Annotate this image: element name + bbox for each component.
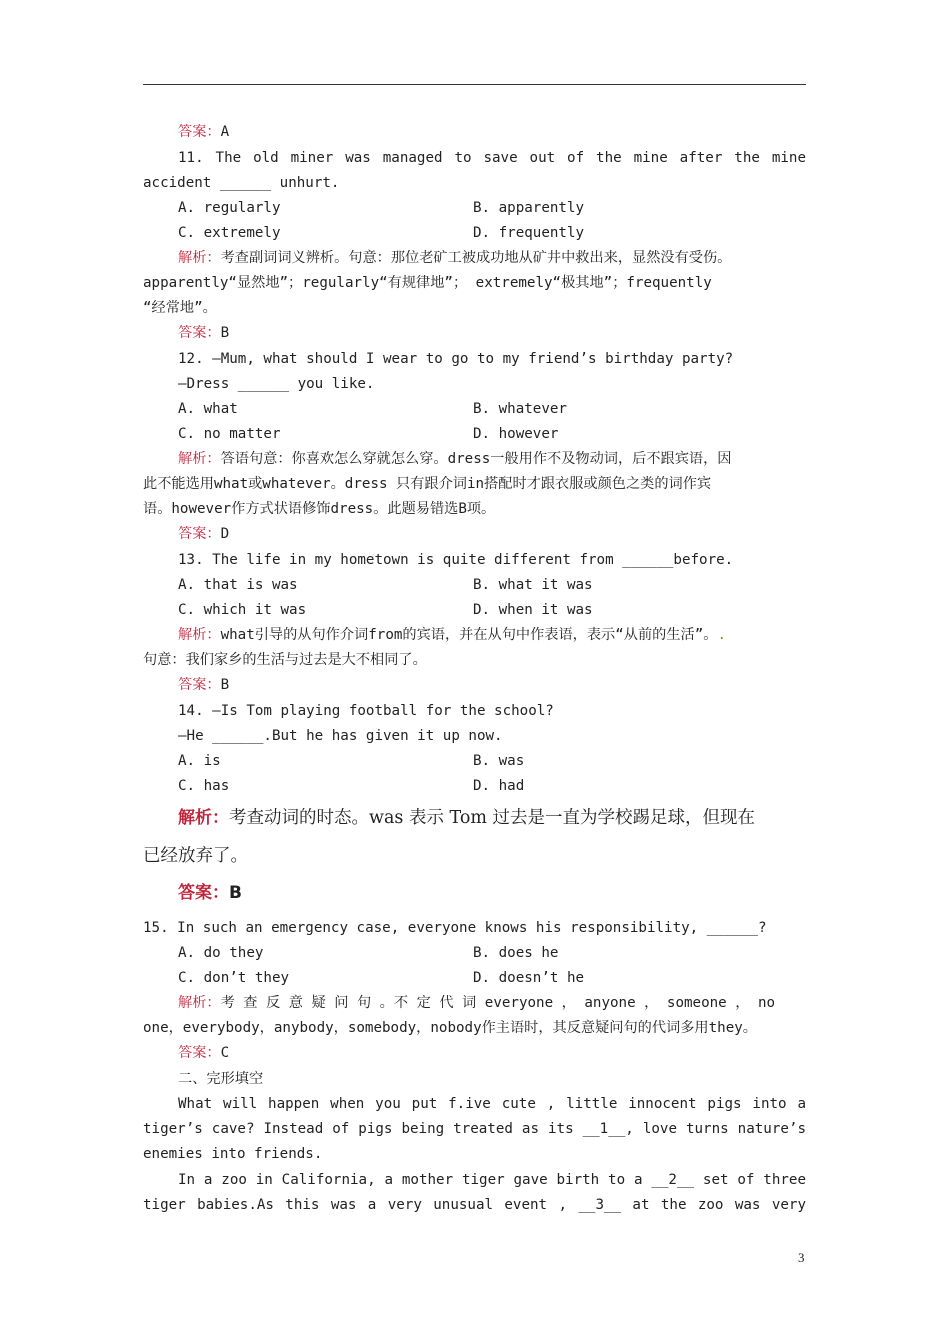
analysis-line: 解析：考查副词词义辨析。句意：那位老矿工被成功地从矿井中救出来，显然没有受伤。 [178, 250, 732, 266]
analysis-line: 解析：考查动词的时态。was 表示 Tom 过去是一直为学校踢足球，但现在 [178, 808, 756, 828]
section-heading: 二、完形填空 [178, 1071, 264, 1087]
analysis-line: apparently“显然地”；regularly“有规律地”； extremely“极其地”；frequently [143, 275, 712, 291]
analysis-line: 此不能选用what或whatever。dress 只有跟介词in搭配时才跟衣服或颜色之类的词作宾 [143, 476, 712, 492]
question-11-cont: accident ______ unhurt. [143, 175, 340, 191]
cloze-paragraph-line: In a zoo in California, a mother tiger gave birth to a __2__ set of three [178, 1172, 806, 1188]
answer-line: 答案：B [178, 883, 242, 903]
question-14: 14. —Is Tom playing football for the school? [178, 703, 554, 719]
page-number: 3 [798, 1250, 805, 1265]
analysis-line: 语。however作方式状语修饰dress。此题易错选B项。 [143, 501, 496, 517]
answer-line: 答案：B [178, 325, 230, 341]
answer-line: 答案：D [178, 526, 230, 542]
header-rule [143, 84, 806, 85]
question-15: 15. In such an emergency case, everyone knows his responsibility, ______? [143, 920, 767, 936]
question-13: 13. The life in my hometown is quite different from ______before. [178, 552, 734, 568]
cloze-paragraph-line: What will happen when you put f.ive cute , little innocent pigs into a [178, 1096, 806, 1112]
question-14-response: —He ______.But he has given it up now. [178, 728, 503, 744]
cloze-paragraph-line: tiger babies.As this was a very unusual event , __3__ at the zoo was very [143, 1197, 806, 1213]
analysis-line: 解析：what引导的从句作介词from的宾语，并在从句中作表语，表示“从前的生活”。. [178, 627, 726, 643]
answer-line: 答案：C [178, 1045, 230, 1061]
cloze-paragraph-line: tiger’s cave? Instead of pigs being treated as its __1__, love turns nature’s [143, 1121, 806, 1137]
analysis-line: “经常地”。 [143, 300, 217, 316]
analysis-line: 解析：考 查 反 意 疑 问 句 。不 定 代 词 everyone ， anyone ， someone ， no [178, 995, 776, 1011]
answer-line: 答案：B [178, 677, 230, 693]
analysis-line: 解析：答语句意：你喜欢怎么穿就怎么穿。dress一般用作不及物动词，后不跟宾语，因 [178, 451, 732, 467]
question-11: 11. The old miner was managed to save out of the mine after the mine [178, 150, 806, 166]
answer-line: 答案：A [178, 124, 230, 140]
analysis-line: 句意：我们家乡的生活与过去是大不相同了。 [143, 652, 427, 668]
question-12-response: —Dress ______ you like. [178, 376, 375, 392]
cloze-paragraph-line: enemies into friends. [143, 1146, 323, 1162]
analysis-line: one，everybody，anybody，somebody，nobody作主语时，其反意疑问句的代词多用they。 [143, 1020, 757, 1036]
question-12: 12. —Mum, what should I wear to go to my friend’s birthday party? [178, 351, 734, 367]
analysis-line: 已经放弃了。 [143, 846, 248, 866]
